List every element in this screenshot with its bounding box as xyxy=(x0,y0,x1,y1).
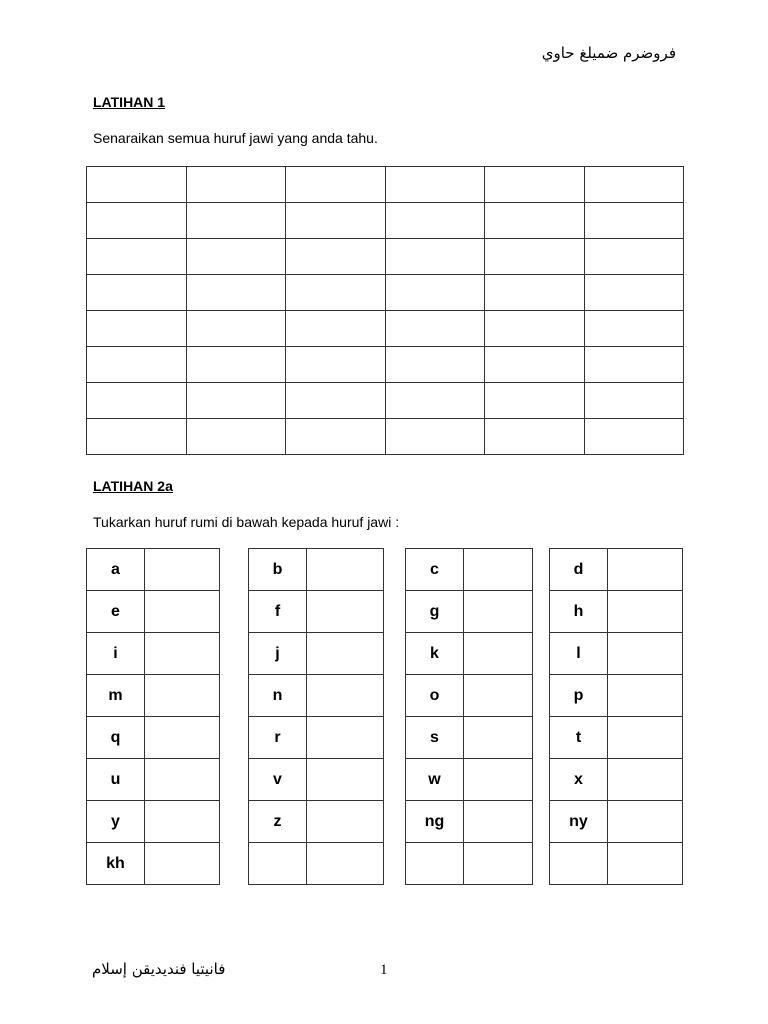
letter-row xyxy=(249,843,384,885)
answer-cell[interactable] xyxy=(584,167,684,203)
answer-cell[interactable] xyxy=(87,167,187,203)
jawi-answer-cell[interactable] xyxy=(307,843,384,885)
jawi-answer-cell[interactable] xyxy=(464,759,533,801)
letter-row xyxy=(87,759,220,801)
latihan1-title: LATIHAN 1 xyxy=(93,94,166,110)
rumi-letter: r xyxy=(249,717,307,759)
letter-row xyxy=(87,717,220,759)
letter-row xyxy=(550,717,683,759)
grid-row xyxy=(87,239,684,275)
answer-cell[interactable] xyxy=(286,419,386,455)
rumi-letter: b xyxy=(249,549,307,591)
rumi-letter: o xyxy=(406,675,464,717)
answer-cell[interactable] xyxy=(485,167,585,203)
answer-cell[interactable] xyxy=(485,347,585,383)
answer-cell[interactable] xyxy=(186,239,286,275)
rumi-letter: s xyxy=(406,717,464,759)
jawi-answer-cell[interactable] xyxy=(608,717,683,759)
letter-row xyxy=(249,717,384,759)
rumi-letter: f xyxy=(249,591,307,633)
answer-cell[interactable] xyxy=(385,275,485,311)
grid-row xyxy=(87,275,684,311)
answer-cell[interactable] xyxy=(87,275,187,311)
latihan1-instruction: Senaraikan semua huruf jawi yang anda tahu. xyxy=(93,130,378,146)
rumi-letter: y xyxy=(87,801,145,843)
rumi-letter xyxy=(249,843,307,885)
letter-row xyxy=(249,591,384,633)
answer-cell[interactable] xyxy=(87,419,187,455)
jawi-answer-cell[interactable] xyxy=(145,717,220,759)
answer-cell[interactable] xyxy=(584,275,684,311)
jawi-answer-cell[interactable] xyxy=(464,843,533,885)
jawi-answer-cell[interactable] xyxy=(145,759,220,801)
rumi-letter: i xyxy=(87,633,145,675)
letter-table-3 xyxy=(405,548,533,885)
jawi-answer-cell[interactable] xyxy=(145,633,220,675)
letter-row xyxy=(249,801,384,843)
answer-cell[interactable] xyxy=(286,167,386,203)
letter-row xyxy=(406,759,533,801)
jawi-answer-cell[interactable] xyxy=(145,549,220,591)
answer-cell[interactable] xyxy=(584,239,684,275)
answer-cell[interactable] xyxy=(87,347,187,383)
jawi-answer-cell[interactable] xyxy=(307,675,384,717)
letter-row xyxy=(249,675,384,717)
letter-row xyxy=(550,843,683,885)
rumi-letter: d xyxy=(550,549,608,591)
rumi-letter: q xyxy=(87,717,145,759)
letter-row xyxy=(550,759,683,801)
grid-row xyxy=(87,203,684,239)
jawi-answer-cell[interactable] xyxy=(608,675,683,717)
answer-cell[interactable] xyxy=(286,311,386,347)
answer-cell[interactable] xyxy=(584,203,684,239)
answer-cell[interactable] xyxy=(584,311,684,347)
rumi-letter: a xyxy=(87,549,145,591)
rumi-letter xyxy=(406,843,464,885)
letter-row xyxy=(406,801,533,843)
letter-row xyxy=(87,549,220,591)
jawi-answer-cell[interactable] xyxy=(307,591,384,633)
jawi-answer-cell[interactable] xyxy=(608,843,683,885)
answer-cell[interactable] xyxy=(584,383,684,419)
rumi-letter: c xyxy=(406,549,464,591)
answer-cell[interactable] xyxy=(485,311,585,347)
answer-cell[interactable] xyxy=(87,383,187,419)
letter-row xyxy=(550,633,683,675)
rumi-letter: w xyxy=(406,759,464,801)
rumi-letter: kh xyxy=(87,843,145,885)
letter-row xyxy=(550,801,683,843)
grid-row xyxy=(87,383,684,419)
answer-cell[interactable] xyxy=(385,419,485,455)
rumi-letter: ng xyxy=(406,801,464,843)
rumi-letter: g xyxy=(406,591,464,633)
jawi-answer-cell[interactable] xyxy=(608,801,683,843)
jawi-answer-cell[interactable] xyxy=(145,843,220,885)
letter-row xyxy=(87,591,220,633)
answer-cell[interactable] xyxy=(584,347,684,383)
grid-row xyxy=(87,167,684,203)
answer-cell[interactable] xyxy=(87,203,187,239)
answer-cell[interactable] xyxy=(485,383,585,419)
jawi-answer-cell[interactable] xyxy=(464,549,533,591)
rumi-letter: ny xyxy=(550,801,608,843)
jawi-answer-cell[interactable] xyxy=(307,759,384,801)
answer-cell[interactable] xyxy=(186,167,286,203)
rumi-letter: u xyxy=(87,759,145,801)
letter-row xyxy=(249,759,384,801)
jawi-answer-cell[interactable] xyxy=(608,591,683,633)
answer-cell[interactable] xyxy=(286,203,386,239)
letter-row xyxy=(87,633,220,675)
answer-cell[interactable] xyxy=(286,347,386,383)
latihan1-answer-grid xyxy=(86,166,684,455)
rumi-letter: e xyxy=(87,591,145,633)
rumi-letter: h xyxy=(550,591,608,633)
grid-row xyxy=(87,311,684,347)
jawi-answer-cell[interactable] xyxy=(608,549,683,591)
letter-row xyxy=(87,843,220,885)
grid-row xyxy=(87,419,684,455)
rumi-letter: n xyxy=(249,675,307,717)
answer-cell[interactable] xyxy=(186,275,286,311)
answer-cell[interactable] xyxy=(584,419,684,455)
rumi-letter: j xyxy=(249,633,307,675)
jawi-answer-cell[interactable] xyxy=(464,717,533,759)
page-number: 1 xyxy=(380,962,388,978)
answer-cell[interactable] xyxy=(485,239,585,275)
answer-cell[interactable] xyxy=(385,167,485,203)
jawi-answer-cell[interactable] xyxy=(307,717,384,759)
answer-cell[interactable] xyxy=(186,419,286,455)
jawi-answer-cell[interactable] xyxy=(464,591,533,633)
jawi-answer-cell[interactable] xyxy=(464,801,533,843)
grid-row xyxy=(87,347,684,383)
answer-cell[interactable] xyxy=(385,239,485,275)
latihan2a-instruction: Tukarkan huruf rumi di bawah kepada huruf jawi : xyxy=(93,514,400,530)
answer-cell[interactable] xyxy=(186,383,286,419)
answer-cell[interactable] xyxy=(385,311,485,347)
rumi-letter: z xyxy=(249,801,307,843)
answer-cell[interactable] xyxy=(186,203,286,239)
letter-row xyxy=(249,633,384,675)
rumi-letter xyxy=(550,843,608,885)
jawi-answer-cell[interactable] xyxy=(145,591,220,633)
answer-cell[interactable] xyxy=(485,275,585,311)
answer-cell[interactable] xyxy=(87,239,187,275)
answer-cell[interactable] xyxy=(87,311,187,347)
answer-cell[interactable] xyxy=(385,383,485,419)
letter-row xyxy=(406,675,533,717)
jawi-answer-cell[interactable] xyxy=(307,549,384,591)
jawi-answer-cell[interactable] xyxy=(307,801,384,843)
jawi-answer-cell[interactable] xyxy=(608,633,683,675)
letter-row xyxy=(87,801,220,843)
answer-cell[interactable] xyxy=(286,275,386,311)
letter-row xyxy=(550,591,683,633)
rumi-letter: v xyxy=(249,759,307,801)
letter-row xyxy=(406,843,533,885)
answer-cell[interactable] xyxy=(485,203,585,239)
rumi-letter: l xyxy=(550,633,608,675)
answer-cell[interactable] xyxy=(286,239,386,275)
letter-table-4 xyxy=(549,548,683,885)
answer-cell[interactable] xyxy=(286,383,386,419)
answer-cell[interactable] xyxy=(186,347,286,383)
jawi-answer-cell[interactable] xyxy=(464,675,533,717)
answer-cell[interactable] xyxy=(385,203,485,239)
letter-row xyxy=(550,675,683,717)
jawi-answer-cell[interactable] xyxy=(464,633,533,675)
latihan2a-title: LATIHAN 2a xyxy=(93,478,173,494)
footer-text: فانيتيا فنديديقن إسلام xyxy=(92,960,226,978)
rumi-letter: m xyxy=(87,675,145,717)
letter-table-2 xyxy=(248,548,384,885)
rumi-letter: t xyxy=(550,717,608,759)
answer-cell[interactable] xyxy=(186,311,286,347)
jawi-answer-cell[interactable] xyxy=(145,675,220,717)
answer-cell[interactable] xyxy=(385,347,485,383)
rumi-letter: x xyxy=(550,759,608,801)
letter-row xyxy=(249,549,384,591)
letter-row xyxy=(406,633,533,675)
letter-table-1 xyxy=(86,548,220,885)
rumi-letter: k xyxy=(406,633,464,675)
letter-row xyxy=(550,549,683,591)
letter-row xyxy=(406,717,533,759)
rumi-letter: p xyxy=(550,675,608,717)
letter-row xyxy=(406,549,533,591)
jawi-answer-cell[interactable] xyxy=(145,801,220,843)
answer-cell[interactable] xyxy=(485,419,585,455)
letter-row xyxy=(406,591,533,633)
header-title: فروضرم ضميلغ حاوي xyxy=(541,44,676,62)
jawi-answer-cell[interactable] xyxy=(608,759,683,801)
letter-row xyxy=(87,675,220,717)
jawi-answer-cell[interactable] xyxy=(307,633,384,675)
